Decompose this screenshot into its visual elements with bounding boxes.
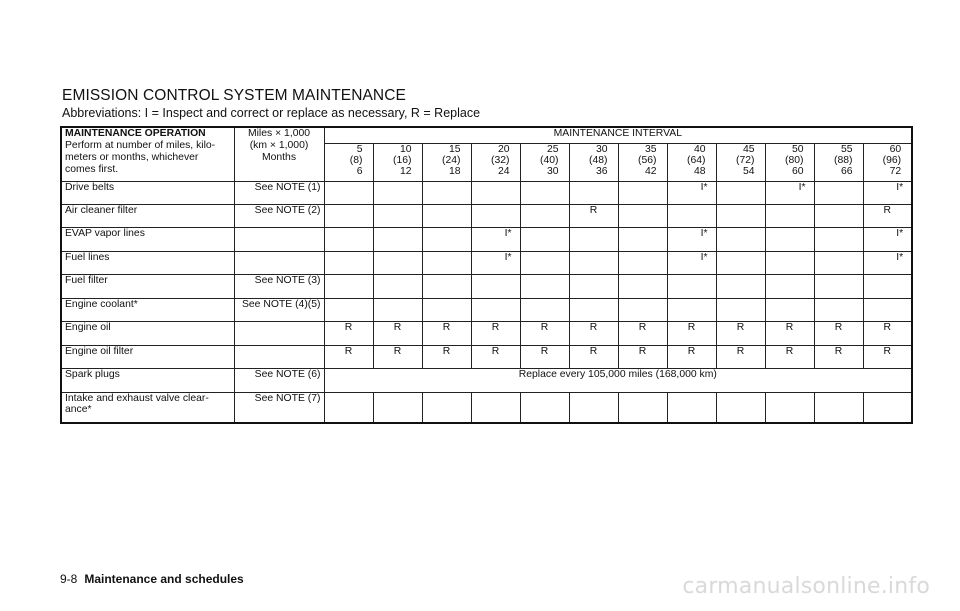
interval-mark: R xyxy=(422,322,471,345)
interval-mark xyxy=(765,228,814,251)
table-row xyxy=(61,251,912,274)
item-note xyxy=(234,322,324,345)
interval-km: (32) xyxy=(491,154,510,166)
item-name: Air cleaner filter xyxy=(61,204,234,227)
interval-mark xyxy=(667,275,716,298)
watermark: carmanualsonline.info xyxy=(682,574,930,599)
interval-header-cell xyxy=(765,143,814,181)
interval-mark xyxy=(716,181,765,204)
item-note: See NOTE (2) xyxy=(234,204,324,227)
interval-mark: R xyxy=(716,322,765,345)
interval-months: 66 xyxy=(840,165,853,177)
interval-mark: R xyxy=(765,345,814,368)
interval-mark xyxy=(373,298,422,321)
interval-mark: R xyxy=(569,204,618,227)
page-title: EMISSION CONTROL SYSTEM MAINTENANCE xyxy=(62,87,406,104)
miles-label: Miles × 1,000 xyxy=(247,128,311,139)
interval-km: (8) xyxy=(349,154,363,166)
interval-mark xyxy=(716,298,765,321)
item-name: Spark plugs xyxy=(61,369,234,392)
interval-miles: 50 xyxy=(791,143,804,155)
interval-mark xyxy=(520,251,569,274)
interval-mark: R xyxy=(471,322,520,345)
interval-mark xyxy=(373,275,422,298)
interval-header-cell xyxy=(618,143,667,181)
interval-mark: R xyxy=(667,322,716,345)
interval-km: (80) xyxy=(785,154,804,166)
interval-mark xyxy=(471,298,520,321)
maintenance-schedule-table xyxy=(60,126,913,424)
item-name: Engine oil filter xyxy=(61,345,234,368)
interval-header-cell xyxy=(863,143,912,181)
interval-mark xyxy=(618,392,667,423)
interval-months: 42 xyxy=(644,165,657,177)
interval-mark xyxy=(520,228,569,251)
interval-km: (56) xyxy=(638,154,657,166)
op-desc-line: Perform at number of miles, kilo- xyxy=(65,140,216,151)
interval-months: 36 xyxy=(595,165,608,177)
maintenance-interval-header: MAINTENANCE INTERVAL xyxy=(324,127,912,143)
interval-mark xyxy=(569,298,618,321)
interval-mark: R xyxy=(814,322,863,345)
interval-mark xyxy=(667,392,716,423)
interval-mark xyxy=(471,392,520,423)
interval-mark xyxy=(373,251,422,274)
interval-mark xyxy=(520,298,569,321)
interval-mark: R xyxy=(324,345,373,368)
interval-mark xyxy=(814,392,863,423)
item-note: See NOTE (4)(5) xyxy=(234,298,324,321)
item-note: See NOTE (1) xyxy=(234,181,324,204)
interval-months: 48 xyxy=(693,165,706,177)
interval-mark: R xyxy=(716,345,765,368)
interval-mark xyxy=(765,204,814,227)
interval-mark xyxy=(667,204,716,227)
interval-mark xyxy=(422,275,471,298)
item-name: Fuel lines xyxy=(61,251,234,274)
item-note xyxy=(234,228,324,251)
interval-mark xyxy=(422,204,471,227)
interval-mark: I* xyxy=(765,181,814,204)
interval-mark xyxy=(765,275,814,298)
interval-mark xyxy=(471,275,520,298)
table-row xyxy=(61,275,912,298)
interval-miles: 30 xyxy=(595,143,608,155)
interval-header-cell xyxy=(471,143,520,181)
interval-miles: 20 xyxy=(497,143,510,155)
op-desc-line: meters or months, whichever xyxy=(65,152,199,163)
interval-mark: R xyxy=(520,345,569,368)
item-name: EVAP vapor lines xyxy=(61,228,234,251)
months-label: Months xyxy=(261,152,297,163)
item-name: Engine coolant* xyxy=(61,298,234,321)
interval-mark: I* xyxy=(863,228,912,251)
interval-miles: 5 xyxy=(356,143,363,155)
interval-mark xyxy=(863,392,912,423)
interval-mark xyxy=(324,298,373,321)
interval-mark xyxy=(471,204,520,227)
interval-mark: R xyxy=(569,345,618,368)
interval-mark xyxy=(324,204,373,227)
interval-months: 60 xyxy=(791,165,804,177)
interval-mark xyxy=(324,181,373,204)
interval-months: 54 xyxy=(742,165,755,177)
interval-km: (16) xyxy=(393,154,412,166)
interval-mark: R xyxy=(324,322,373,345)
interval-mark: I* xyxy=(667,228,716,251)
interval-header-cell xyxy=(716,143,765,181)
interval-mark xyxy=(324,392,373,423)
interval-km: (96) xyxy=(882,154,902,166)
interval-miles: 25 xyxy=(546,143,559,155)
page-number: 9-8 xyxy=(60,572,78,586)
interval-header-cell xyxy=(422,143,471,181)
interval-mark xyxy=(520,204,569,227)
interval-mark xyxy=(667,298,716,321)
maintenance-operation-title: MAINTENANCE OPERATION xyxy=(65,128,206,139)
item-name: Fuel filter xyxy=(61,275,234,298)
interval-mark xyxy=(471,181,520,204)
interval-miles: 40 xyxy=(693,143,706,155)
interval-mark xyxy=(373,181,422,204)
interval-mark xyxy=(569,392,618,423)
table-row xyxy=(61,181,912,204)
interval-mark: R xyxy=(814,345,863,368)
interval-km: (88) xyxy=(834,154,853,166)
interval-mark: I* xyxy=(863,251,912,274)
interval-mark: R xyxy=(471,345,520,368)
item-note xyxy=(234,251,324,274)
table-row xyxy=(61,322,912,345)
interval-km: (48) xyxy=(589,154,608,166)
table-row xyxy=(61,392,912,423)
interval-mark xyxy=(569,228,618,251)
interval-mark: I* xyxy=(471,228,520,251)
interval-mark xyxy=(863,298,912,321)
interval-miles: 55 xyxy=(840,143,853,155)
interval-mark xyxy=(814,298,863,321)
interval-miles: 10 xyxy=(399,143,412,155)
interval-mark xyxy=(814,251,863,274)
interval-mark xyxy=(618,228,667,251)
interval-header-cell xyxy=(373,143,422,181)
interval-miles: 45 xyxy=(742,143,755,155)
interval-mark xyxy=(569,181,618,204)
interval-mark xyxy=(324,251,373,274)
interval-mark: R xyxy=(667,345,716,368)
interval-mark xyxy=(814,181,863,204)
interval-mark xyxy=(716,204,765,227)
interval-mark xyxy=(765,251,814,274)
maintenance-operation-header xyxy=(61,127,234,181)
interval-mark xyxy=(716,275,765,298)
interval-header-cell xyxy=(667,143,716,181)
interval-mark xyxy=(618,251,667,274)
interval-mark xyxy=(324,275,373,298)
interval-months: 12 xyxy=(399,165,412,177)
item-note: See NOTE (3) xyxy=(234,275,324,298)
interval-mark xyxy=(422,181,471,204)
op-desc-line: comes first. xyxy=(65,164,119,175)
interval-months: 18 xyxy=(448,165,461,177)
replace-interval-note: Replace every 105,000 miles (168,000 km) xyxy=(324,369,912,392)
interval-mark: R xyxy=(863,322,912,345)
interval-km: (24) xyxy=(442,154,461,166)
item-name: Drive belts xyxy=(61,181,234,204)
interval-mark xyxy=(618,275,667,298)
interval-unit-header xyxy=(234,127,324,181)
page-footer xyxy=(60,572,244,586)
table-row xyxy=(61,204,912,227)
section-title: Maintenance and schedules xyxy=(84,572,244,586)
interval-km: (40) xyxy=(540,154,559,166)
interval-mark: R xyxy=(373,322,422,345)
item-note xyxy=(234,345,324,368)
item-name-line: ance* xyxy=(65,403,92,415)
interval-header-cell xyxy=(520,143,569,181)
interval-km: (72) xyxy=(736,154,755,166)
interval-mark xyxy=(618,181,667,204)
interval-header-cell xyxy=(324,143,373,181)
item-name: Engine oil xyxy=(61,322,234,345)
interval-header-cell xyxy=(814,143,863,181)
interval-mark: I* xyxy=(863,181,912,204)
interval-months: 6 xyxy=(356,165,363,177)
interval-months: 24 xyxy=(497,165,510,177)
interval-mark xyxy=(716,228,765,251)
item-name-line: Intake and exhaust valve clear- xyxy=(65,392,209,404)
interval-mark: R xyxy=(765,322,814,345)
interval-mark: I* xyxy=(471,251,520,274)
interval-mark: I* xyxy=(667,181,716,204)
interval-mark xyxy=(373,204,422,227)
interval-mark: R xyxy=(422,345,471,368)
interval-mark xyxy=(765,298,814,321)
interval-months: 72 xyxy=(889,165,902,177)
interval-mark: R xyxy=(863,204,912,227)
item-note: See NOTE (6) xyxy=(234,369,324,392)
abbreviations-note: Abbreviations: I = Inspect and correct or replace as necessary, R = Replace xyxy=(62,106,481,120)
interval-mark xyxy=(618,204,667,227)
interval-mark: R xyxy=(863,345,912,368)
interval-months: 30 xyxy=(546,165,559,177)
table-row xyxy=(61,345,912,368)
interval-mark xyxy=(814,228,863,251)
interval-mark xyxy=(373,228,422,251)
interval-mark: I* xyxy=(667,251,716,274)
interval-mark: R xyxy=(373,345,422,368)
interval-miles: 60 xyxy=(889,143,902,155)
interval-mark xyxy=(765,392,814,423)
item-note: See NOTE (7) xyxy=(234,392,324,423)
table-row xyxy=(61,369,912,392)
interval-miles: 15 xyxy=(448,143,461,155)
interval-mark xyxy=(520,275,569,298)
interval-miles: 35 xyxy=(644,143,657,155)
interval-mark: R xyxy=(618,322,667,345)
interval-mark xyxy=(569,275,618,298)
interval-mark: R xyxy=(618,345,667,368)
interval-mark xyxy=(569,251,618,274)
interval-mark xyxy=(863,275,912,298)
table-row xyxy=(61,228,912,251)
interval-mark: R xyxy=(569,322,618,345)
interval-mark xyxy=(716,392,765,423)
interval-mark xyxy=(716,251,765,274)
interval-mark xyxy=(422,298,471,321)
interval-mark xyxy=(422,392,471,423)
interval-header-cell xyxy=(569,143,618,181)
interval-mark xyxy=(520,181,569,204)
interval-mark xyxy=(324,228,373,251)
interval-mark xyxy=(814,204,863,227)
interval-mark xyxy=(373,392,422,423)
interval-mark xyxy=(618,298,667,321)
interval-mark: R xyxy=(520,322,569,345)
km-label: (km × 1,000) xyxy=(249,140,309,151)
interval-mark xyxy=(422,251,471,274)
table-row xyxy=(61,298,912,321)
interval-km: (64) xyxy=(687,154,706,166)
interval-mark xyxy=(520,392,569,423)
item-name xyxy=(61,392,234,423)
interval-mark xyxy=(814,275,863,298)
interval-mark xyxy=(422,228,471,251)
